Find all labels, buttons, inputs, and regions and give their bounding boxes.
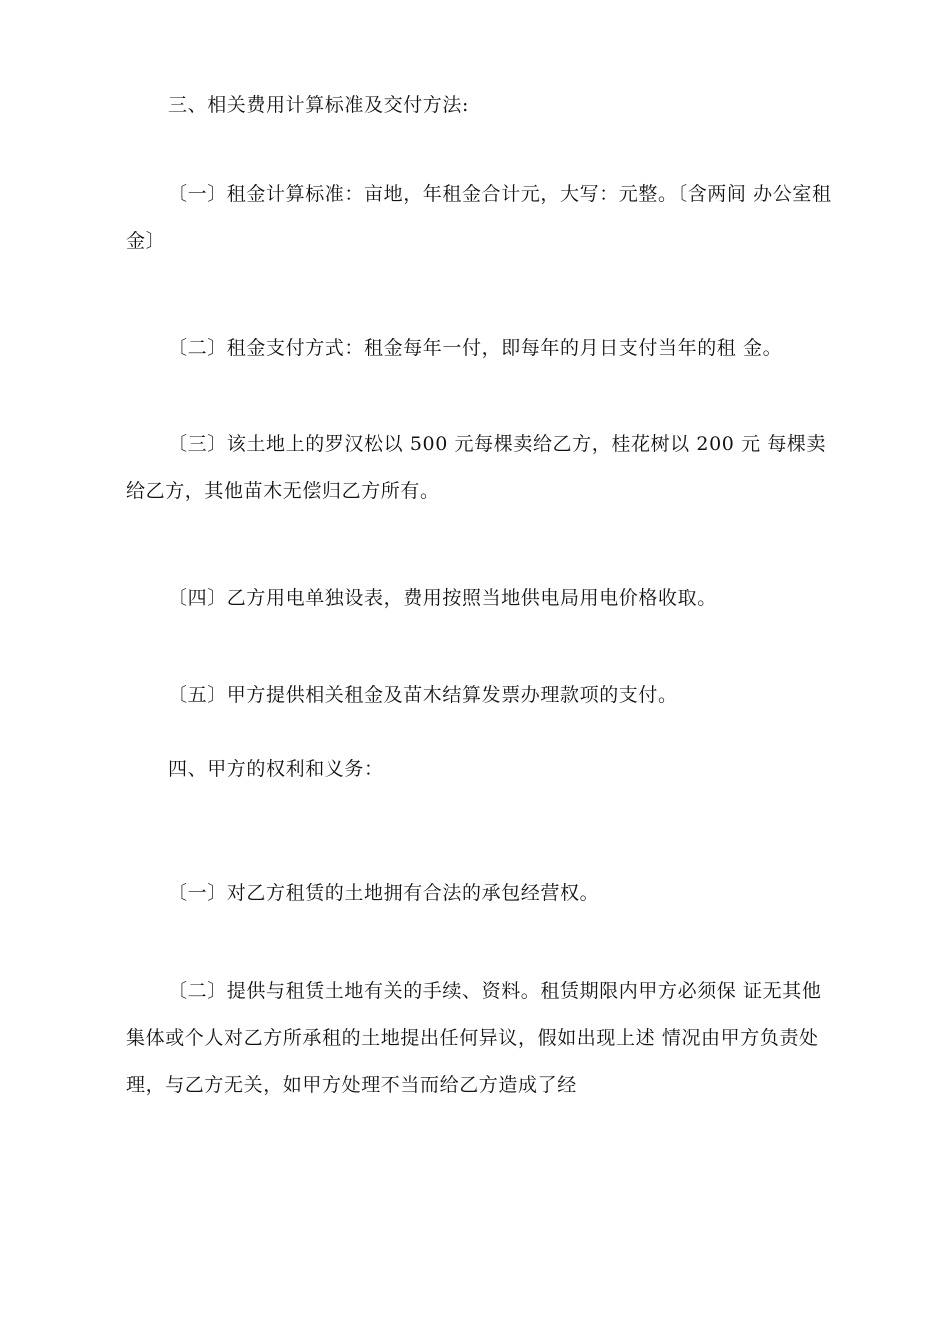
clause-rent-standard: 〔一〕租金计算标准：亩地，年租金合计元，大写：元整。〔含两间 办公室租金〕	[126, 183, 832, 252]
section-heading-fees: 三、相关费用计算标准及交付方法:	[168, 94, 470, 116]
section-heading-party-a: 四、甲方的权利和义务：	[168, 758, 384, 780]
clause-rent-payment: 〔二〕租金支付方式：租金每年一付，即每年的月日支付当年的租 金。	[168, 337, 783, 359]
clause-invoice: 〔五〕甲方提供相关租金及苗木结算发票办理款项的支付。	[168, 684, 678, 706]
clause-operating-right: 〔一〕对乙方租赁的土地拥有合法的承包经营权。	[168, 882, 600, 904]
clause-electricity: 〔四〕乙方用电单独设表，费用按照当地供电局用电价格收取。	[168, 587, 717, 609]
clause-documents: 〔二〕提供与租赁土地有关的手续、资料。租赁期限内甲方必须保 证无其他集体或个人对乙方所承租的土地提出任何异议，假如出现上述 情况由甲方负责处理，与乙方无关，如甲方处理不当而给乙方造成了经	[126, 980, 822, 1096]
clause-seedling-price: 〔三〕该土地上的罗汉松以 500 元每棵卖给乙方，桂花树以 200 元 每棵卖给乙方，其他苗木无偿归乙方所有。	[126, 433, 827, 502]
